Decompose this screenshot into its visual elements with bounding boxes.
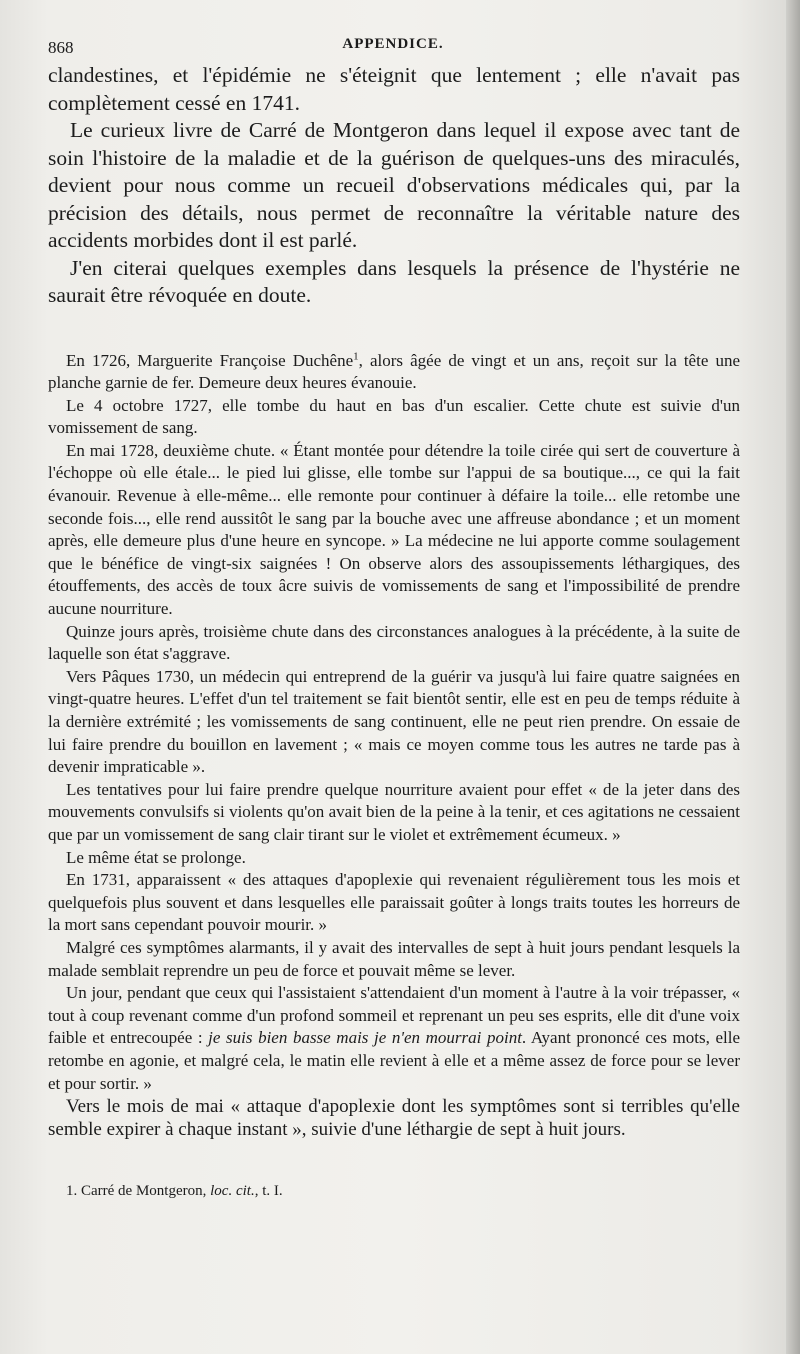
case-paragraph-5: Vers Pâques 1730, un médecin qui entreprend de la guérir va jusqu'à lui faire quatre saignées en vingt-quatre heures. L'effet d'un tel traitement se fait bientôt sentir, elle est en peu de temps réduite à la dernière extrémité ; les vomissements de sang continuent, elle ne peut rien prendre. On essaie de lui faire prendre du bouillon en lavement ; « mais ce moyen comme tous les autres ne tarde pas à devenir impraticable ». <box>48 666 740 777</box>
footnote <box>48 1181 740 1201</box>
footnote-number: 1. <box>66 1183 78 1200</box>
footnote-citation: loc. cit. <box>210 1183 255 1200</box>
case-p10-text-end: . Ayant prononcé ces mots, elle retombe en agonie, et malgré cela, le matin elle revient à elle et a même assez de force pour se lever et pour sortir. » <box>48 1028 740 1093</box>
footnote-separator <box>48 1141 740 1181</box>
case-history <box>48 350 740 1142</box>
case-paragraph-7: Le même état se prolonge. <box>66 847 246 867</box>
footnote-ref: 1 <box>353 349 359 362</box>
intro-paragraph-1: clandestines, et l'épidémie ne s'éteignit que lentement ; elle n'avait pas complètement cessé en 1741. <box>48 63 740 115</box>
case-paragraph-11: Vers le mois de mai « attaque d'apoplexie dont les symptômes sont si terribles qu'elle semble expirer à chaque instant », suivie d'une léthargie de sept à huit jours. <box>48 1096 740 1141</box>
intro-section <box>48 62 740 310</box>
case-p1-text: En 1726, Marguerite Françoise Duchêne <box>66 350 354 370</box>
page-gutter-shadow <box>786 0 800 1354</box>
page-number: 868 <box>48 38 74 57</box>
intro-paragraph-3: J'en citerai quelques exemples dans lesquels la présence de l'hystérie ne saurait être révoquée en doute. <box>48 255 740 307</box>
case-paragraph-8: En 1731, apparaissent « des attaques d'apoplexie qui revenaient régulièrement tous les mois et quelquefois plus souvent et dans lesquelles elle paraissait goûter à longs traits toutes les horreurs de la mort sans cependant pouvoir mourir. » <box>48 870 740 935</box>
page-header <box>48 30 738 58</box>
case-p10-quote: je suis bien basse mais je n'en mourrai point <box>208 1028 522 1048</box>
case-paragraph-2: Le 4 octobre 1727, elle tombe du haut en bas d'un escalier. Cette chute est suivie d'un vomissement de sang. <box>48 395 740 438</box>
intro-paragraph-2: Le curieux livre de Carré de Montgeron dans lequel il expose avec tant de soin l'histoire de la maladie et de la guérison de quelques-uns des miraculés, devient pour nous comme un recueil d'observations médicales qui, par la précision des détails, nous permet de reconnaître la véritable nature des accidents morbides dont il est parlé. <box>48 118 740 252</box>
case-paragraph-3: En mai 1728, deuxième chute. « Étant montée pour détendre la toile cirée qui sert de couverture à l'échoppe où elle étale... le pied lui glisse, elle tombe sur l'appui de sa boutique..., ce qui la fait évanouir. Revenue à elle-même... elle remonte pour continuer à défaire la toile... elle retombe une seconde fois..., elle rend aussitôt le sang par la bouche avec une affreuse abondance ; et un moment après, elle demeure plus d'une heure en syncope. » La médecine ne lui apporte comme soulagement que le bénéfice de vingt-six saignées ! On observe alors des assoupissements léthargiques, des étouffements, des accès de toux âcre suivis de vomissements de sang et l'impossibilité de prendre aucune nourriture. <box>48 440 740 619</box>
footnote-volume: , t. I. <box>254 1183 283 1200</box>
case-p1-text-end: , alors âgée de vingt et un ans, reçoit sur la tête une planche garnie de fer. Demeure deux heures évanouie. <box>48 350 740 393</box>
running-title: APPENDICE. <box>342 36 444 52</box>
case-paragraph-10 <box>48 982 740 1095</box>
footnote-author: Carré de Montgeron, <box>81 1183 207 1200</box>
case-paragraph-1 <box>48 350 740 395</box>
section-gap <box>48 310 740 350</box>
case-p10-text: Un jour, pendant que ceux qui l'assistaient s'attendaient d'un moment à l'autre à la voir trépasser, « tout à coup revenant comme d'un profond sommeil et reprenant un peu ses esprits, elle dit d'une voix faible et entrecoupée : <box>48 983 740 1048</box>
case-paragraph-6: Les tentatives pour lui faire prendre quelque nourriture avaient pour effet « de la jeter dans des mouvements convulsifs si violents qu'on avait bien de la peine à la tenir, et ces agitations ne cessaient que par un vomissement de sang clair tirant sur le violet et extrêmement écumeux. » <box>48 779 740 844</box>
case-paragraph-4: Quinze jours après, troisième chute dans des circonstances analogues à la précédente, à la suite de laquelle son état s'aggrave. <box>48 621 740 664</box>
case-paragraph-9: Malgré ces symptômes alarmants, il y avait des intervalles de sept à huit jours pendant lesquels la malade semblait reprendre un peu de force et pouvait même se lever. <box>48 937 740 980</box>
page-body <box>48 62 740 1201</box>
